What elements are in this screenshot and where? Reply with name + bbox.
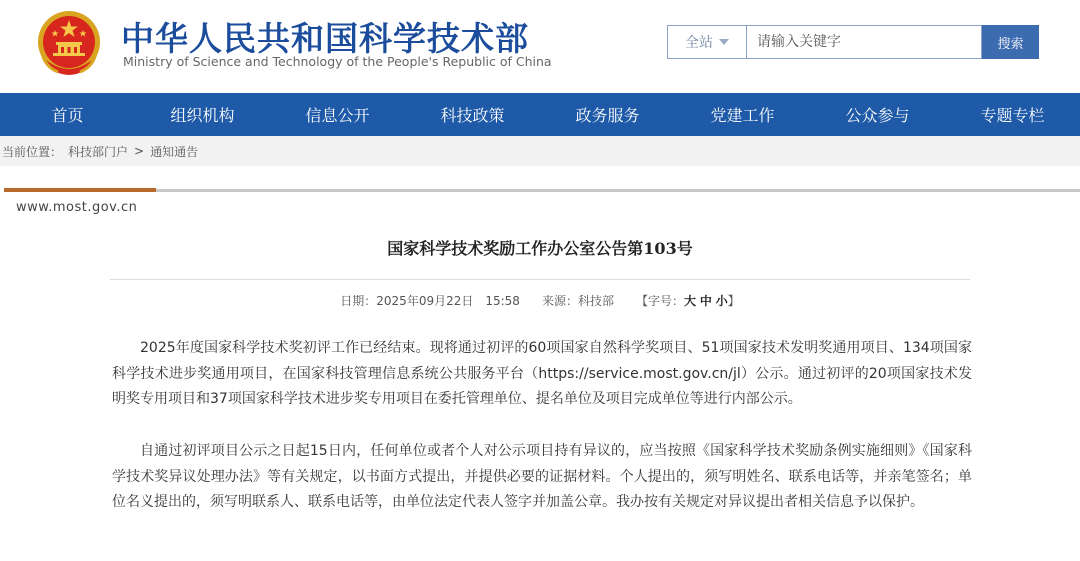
breadcrumb (0, 136, 1080, 166)
font-size-small-button[interactable]: 小 (715, 294, 728, 308)
nav-item-policy[interactable]: 科技政策 (440, 106, 505, 125)
search-input[interactable] (746, 25, 982, 59)
article-meta (0, 292, 1080, 309)
font-size-medium-button[interactable]: 中 (699, 294, 712, 308)
article-source: 科技部 (577, 294, 614, 308)
content-divider (156, 189, 1080, 192)
content-accent-bar (4, 188, 156, 192)
chevron-down-icon (719, 39, 729, 45)
nav-item-public[interactable]: 公众参与 (845, 106, 910, 125)
breadcrumb-separator: > (134, 144, 145, 158)
publish-date: 2025年09月22日 15:58 (376, 294, 520, 308)
title-divider (110, 279, 970, 280)
nav-item-party-building[interactable]: 党建工作 (710, 106, 775, 125)
search-scope-select[interactable] (667, 25, 746, 59)
article-paragraph: 2025年度国家科学技术奖初评工作已经结束。现将通过初评的60项国家自然科学奖项目、51项国家技术发明奖通用项目、134项国家科学技术进步奖通用项目，在国家科技管理信息系统公共服务平台（https://service.most.gov.cn/jl）公示。通过初评的20项国家技术发明奖专用项目和37项国家科学技术进步奖专用项目在委托管理单位、提名单位及项目完成单位等进行内部公示。 (112, 340, 972, 407)
nav-item-topics[interactable]: 专题专栏 (980, 106, 1045, 125)
article-paragraph: 自通过初评项目公示之日起15日内，任何单位或者个人对公示项目持有异议的，应当按照《国家科学技术奖励条例实施细则》《国家科学技术奖异议处理办法》等有关规定，以书面方式提出，并提供必要的证据材料。个人提出的，须写明姓名、联系电话等，并亲笔签名；单位名义提出的，须写明联系人、联系电话等，由单位法定代表人签字并加盖公章。我办按有关规定对异议提出者相关信息予以保护。 (112, 443, 972, 510)
nav-item-info-disclosure[interactable]: 信息公开 (305, 106, 370, 125)
main-nav (0, 93, 1080, 136)
search-button[interactable]: 搜索 (982, 25, 1039, 59)
nav-item-home[interactable]: 首页 (51, 106, 84, 125)
search-bar (667, 25, 1039, 59)
article-title: 国家科学技术奖励工作办公室公告第103号 (387, 239, 693, 258)
national-emblem-icon[interactable] (36, 8, 102, 80)
nav-item-organization[interactable]: 组织机构 (170, 106, 235, 125)
site-url: www.most.gov.cn (16, 200, 138, 215)
breadcrumb-label: 当前位置： (2, 144, 63, 159)
site-title-english: Ministry of Science and Technology of the People's Republic of China (123, 54, 552, 69)
font-size-label: 【字号： (635, 294, 684, 308)
font-size-close: 】 (727, 294, 740, 308)
breadcrumb-link-portal[interactable]: 科技部门户 (68, 144, 129, 159)
date-label: 日期： (340, 294, 377, 308)
nav-item-services[interactable]: 政务服务 (575, 106, 640, 125)
search-scope-label: 全站 (685, 35, 713, 51)
site-header (0, 0, 1080, 93)
font-size-large-button[interactable]: 大 (684, 294, 697, 308)
source-label: 来源： (541, 294, 578, 308)
breadcrumb-link-notices[interactable]: 通知通告 (150, 144, 199, 159)
site-title: 中华人民共和国科学技术部 (121, 19, 529, 58)
